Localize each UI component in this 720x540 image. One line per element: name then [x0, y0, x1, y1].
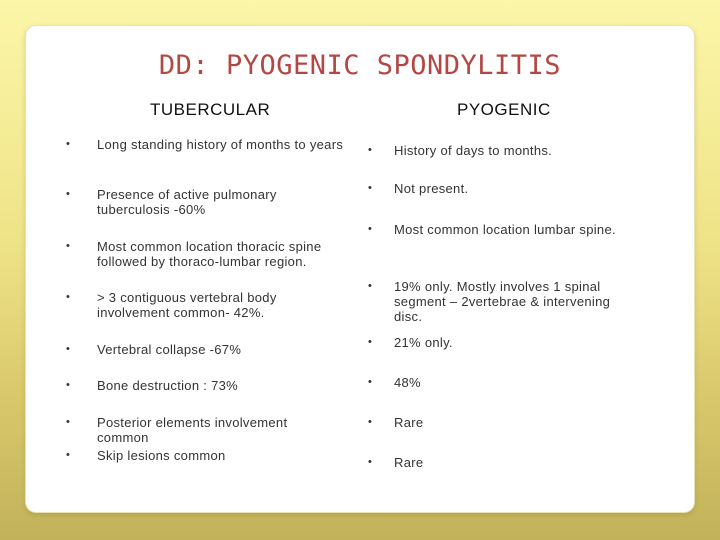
tubercular-item: Posterior elements involvement common: [97, 415, 288, 445]
pyogenic-item: Rare: [394, 455, 424, 470]
tubercular-item: Bone destruction : 73%: [97, 378, 239, 393]
tubercular-item: Long standing history of months to years: [97, 137, 344, 152]
bullet-icon: •: [368, 144, 372, 156]
pyogenic-item: Not present.: [394, 181, 469, 196]
bullet-icon: •: [66, 416, 70, 428]
bullet-icon: •: [66, 449, 70, 461]
bullet-icon: •: [368, 223, 372, 235]
pyogenic-item: Most common location lumbar spine.: [394, 222, 616, 237]
bullet-icon: •: [368, 376, 372, 388]
bullet-icon: •: [368, 280, 372, 292]
tubercular-item: Skip lesions common: [97, 448, 226, 463]
pyogenic-item: 21% only.: [394, 335, 453, 350]
pyogenic-item: Rare: [394, 415, 424, 430]
bullet-icon: •: [66, 138, 70, 150]
slide-title: DD: PYOGENIC SPONDYLITIS: [158, 50, 562, 81]
tubercular-heading: TUBERCULAR: [150, 100, 271, 119]
bullet-icon: •: [368, 416, 372, 428]
tubercular-item: > 3 contiguous vertebral body involvement common- 42%.: [97, 290, 277, 320]
bullet-icon: •: [368, 336, 372, 348]
bullet-icon: •: [66, 188, 70, 200]
bullet-icon: •: [66, 240, 70, 252]
bullet-icon: •: [66, 291, 70, 303]
pyogenic-item: History of days to months.: [394, 143, 553, 158]
tubercular-item: Presence of active pulmonary tuberculosis -60%: [97, 187, 277, 217]
bullet-icon: •: [66, 343, 70, 355]
bullet-icon: •: [368, 182, 372, 194]
pyogenic-item: 19% only. Mostly involves 1 spinal segment – 2vertebrae & intervening disc.: [394, 279, 611, 324]
tubercular-item: Vertebral collapse -67%: [97, 342, 242, 357]
tubercular-item: Most common location thoracic spine followed by thoraco-lumbar region.: [97, 239, 322, 269]
pyogenic-item: 48%: [394, 375, 421, 390]
bullet-icon: •: [368, 456, 372, 468]
bullet-icon: •: [66, 379, 70, 391]
pyogenic-heading: PYOGENIC: [457, 100, 551, 119]
